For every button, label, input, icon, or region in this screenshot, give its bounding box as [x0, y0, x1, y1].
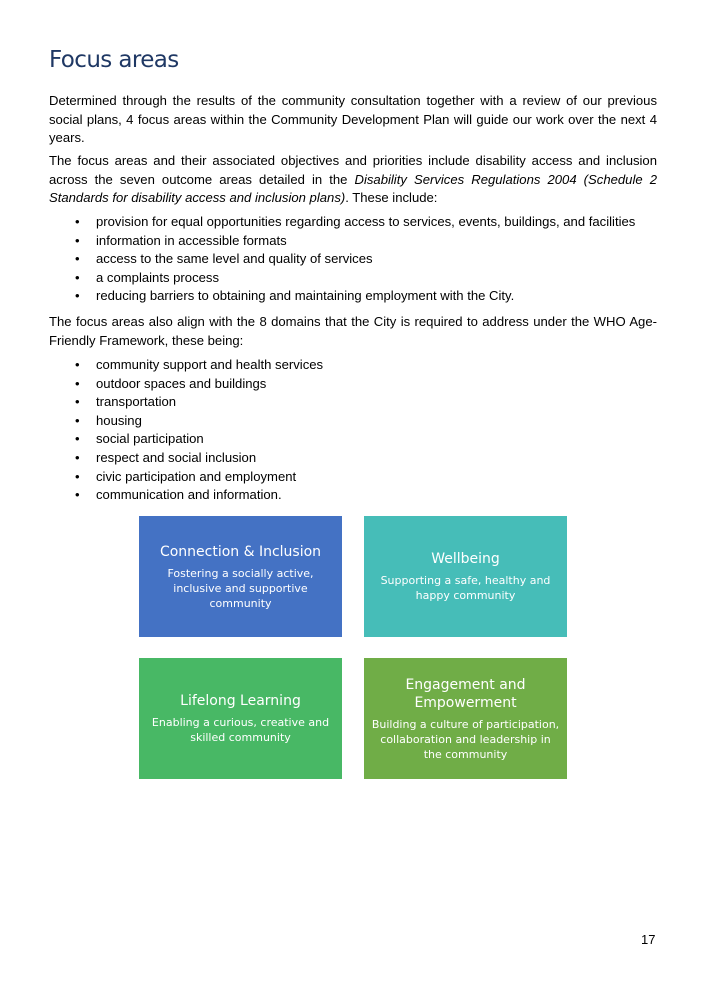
list-item: • communication and information. [49, 486, 669, 505]
disability-paragraph-tail: . These include: [345, 190, 438, 206]
focus-tile-lifelong-learning [139, 658, 342, 779]
focus-tile-description: Fostering a socially active, inclusive and supportive community [167, 566, 314, 610]
bullet-icon: • [75, 487, 80, 503]
bullet-icon: • [75, 288, 80, 304]
list-item: • transportation [49, 393, 669, 412]
disability-paragraph-text: The focus areas and their associated objectives and priorities include disability access and inclusion across the seven outcome areas detailed in the [49, 153, 657, 187]
list-item: • outdoor spaces and buildings [49, 375, 669, 394]
regulation-reference: Disability Services Regulations 2004 (Schedule 2 Standards for disability access and inclusion plans) [49, 171, 657, 206]
focus-tile-description: Supporting a safe, healthy and happy community [380, 574, 551, 602]
focus-tile-title: Engagement and Empowerment [405, 676, 526, 711]
bullet-icon: • [75, 269, 80, 285]
list-item: • a complaints process [49, 269, 669, 288]
focus-tile-title: Wellbeing [431, 551, 500, 567]
list-item: • community support and health services [49, 356, 669, 375]
list-item: • provision for equal opportunities regarding access to services, events, buildings, and facilities [49, 213, 669, 232]
bullet-icon: • [75, 251, 80, 267]
list-item: • information in accessible formats [49, 232, 669, 251]
list-item: • reducing barriers to obtaining and maintaining employment with the City. [49, 287, 669, 306]
page-number: 17 [641, 932, 656, 947]
list-item: • access to the same level and quality of services [49, 250, 669, 269]
focus-tile-connection-inclusion [139, 516, 342, 637]
bullet-icon: • [75, 468, 80, 484]
bullet-icon: • [75, 412, 80, 428]
focus-tile-engagement-empowerment [364, 658, 567, 779]
focus-tile-title: Connection & Inclusion [159, 543, 322, 560]
focus-tile-description: Building a culture of participation, collaboration and leadership in the community [371, 717, 560, 761]
bullet-icon: • [75, 232, 80, 248]
list-item: • social participation [49, 430, 669, 449]
page-title: Focus areas [49, 47, 179, 73]
bullet-icon: • [75, 431, 80, 447]
age-friendly-paragraph: The focus areas also align with the 8 domains that the City is required to address under the WHO Age-Friendly Framework, these being: [49, 314, 657, 348]
age-friendly-domains-list [49, 356, 669, 505]
bullet-icon: • [75, 375, 80, 391]
bullet-icon: • [75, 449, 80, 465]
intro-paragraph: Determined through the results of the community consultation together with a review of our previous social plans, 4 focus areas within the Community Development Plan will guide our work over the next 4 years. [49, 93, 657, 146]
focus-tile-title: Lifelong Learning [180, 693, 301, 709]
list-item: • civic participation and employment [49, 468, 669, 487]
bullet-icon: • [75, 357, 80, 372]
disability-outcomes-list [49, 213, 669, 306]
disability-paragraph [49, 152, 657, 208]
focus-tile-wellbeing [364, 516, 567, 637]
bullet-icon: • [75, 214, 80, 229]
focus-tile-description: Enabling a curious, creative and skilled community [151, 716, 330, 744]
bullet-icon: • [75, 394, 80, 410]
list-item: • housing [49, 412, 669, 431]
list-item: • respect and social inclusion [49, 449, 669, 468]
